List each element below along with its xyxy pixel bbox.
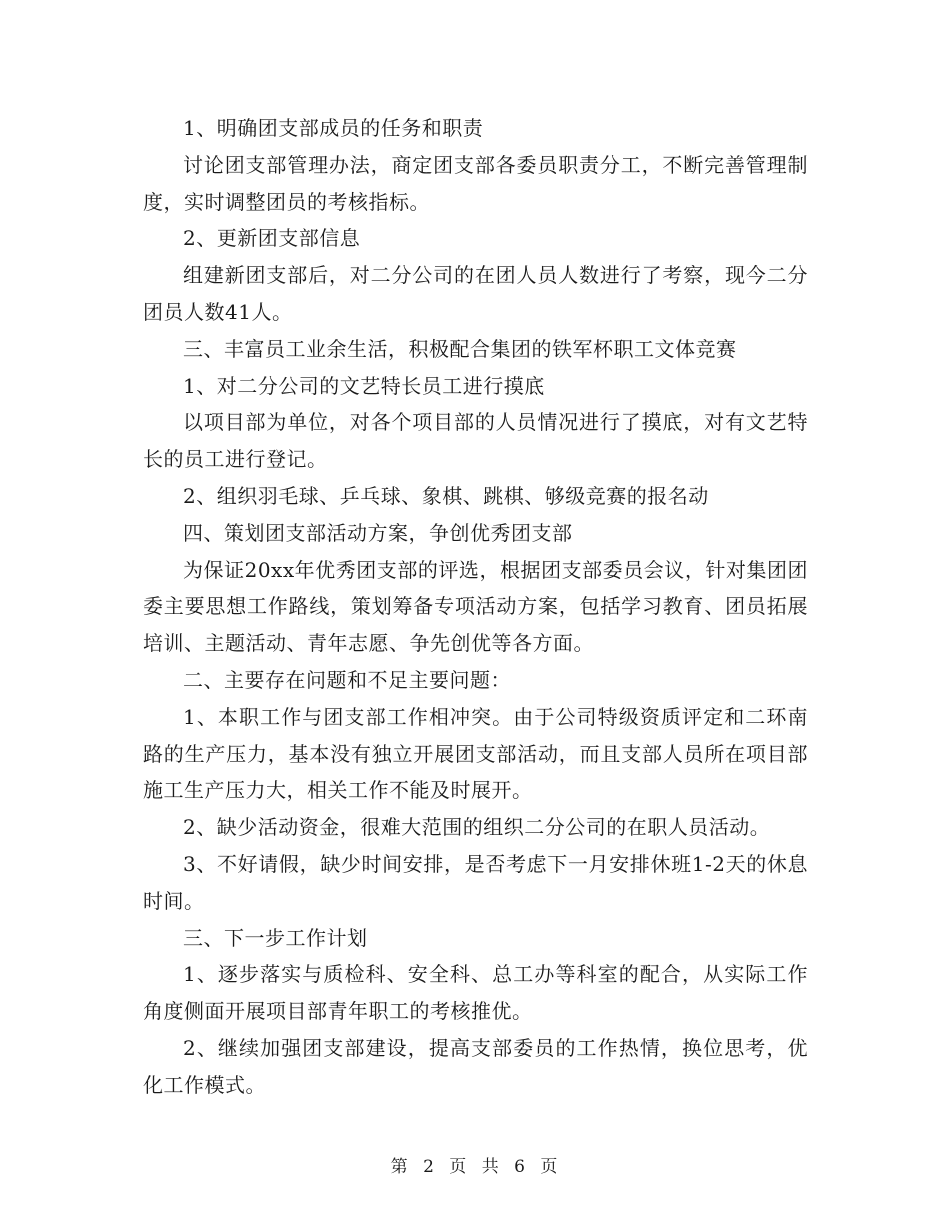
paragraph: 3、不好请假，缺少时间安排，是否考虑下一月安排休班1-2天的休息时间。 [143,851,808,913]
paragraph: 为保证20xx年优秀团支部的评选，根据团支部委员会议，针对集团团委主要思想工作路线，策划筹备专项活动方案，包括学习教育、团员拓展培训、主题活动、青年志愿、争先创优等各方面。 [143,557,808,656]
document-body [143,110,808,1104]
paragraph: 以项目部为单位，对各个项目部的人员情况进行了摸底，对有文艺特长的员工进行登记。 [143,410,808,472]
page-number-footer: 第 2 页 共 6 页 [390,1157,560,1177]
paragraph: 2、更新团支部信息 [183,226,361,251]
paragraph: 2、继续加强团支部建设，提高支部委员的工作热情，换位思考，优化工作模式。 [143,1035,808,1097]
paragraph: 组建新团支部后，对二分公司的在团人员人数进行了考察，现今二分团员人数41人。 [143,263,808,324]
paragraph: 1、对二分公司的文艺特长员工进行摸底 [183,373,545,398]
paragraph: 1、逐步落实与质检科、安全科、总工办等科室的配合，从实际工作角度侧面开展项目部青年职工的考核推优。 [143,962,808,1024]
paragraph: 三、下一步工作计划 [183,925,368,950]
paragraph: 1、明确团支部成员的任务和职责 [183,116,484,140]
paragraph: 1、本职工作与团支部工作相冲突。由于公司特级资质评定和二环南路的生产压力，基本没有独立开展团支部活动，而且支部人员所在项目部施工生产压力大，相关工作不能及时展开。 [143,704,808,803]
paragraph: 三、丰富员工业余生活，积极配合集团的铁军杯职工文体竞赛 [183,336,737,361]
paragraph: 四、策划团支部活动方案，争创优秀团支部 [183,520,573,545]
paragraph: 2、缺少活动资金，很难大范围的组织二分公司的在职人员活动。 [183,815,771,840]
paragraph: 二、主要存在问题和不足主要问题： [183,667,511,692]
paragraph: 讨论团支部管理办法，商定团支部各委员职责分工，不断完善管理制度，实时调整团员的考核指标。 [143,152,808,214]
paragraph: 2、组织羽毛球、乒乓球、象棋、跳棋、够级竞赛的报名动 [183,483,709,508]
